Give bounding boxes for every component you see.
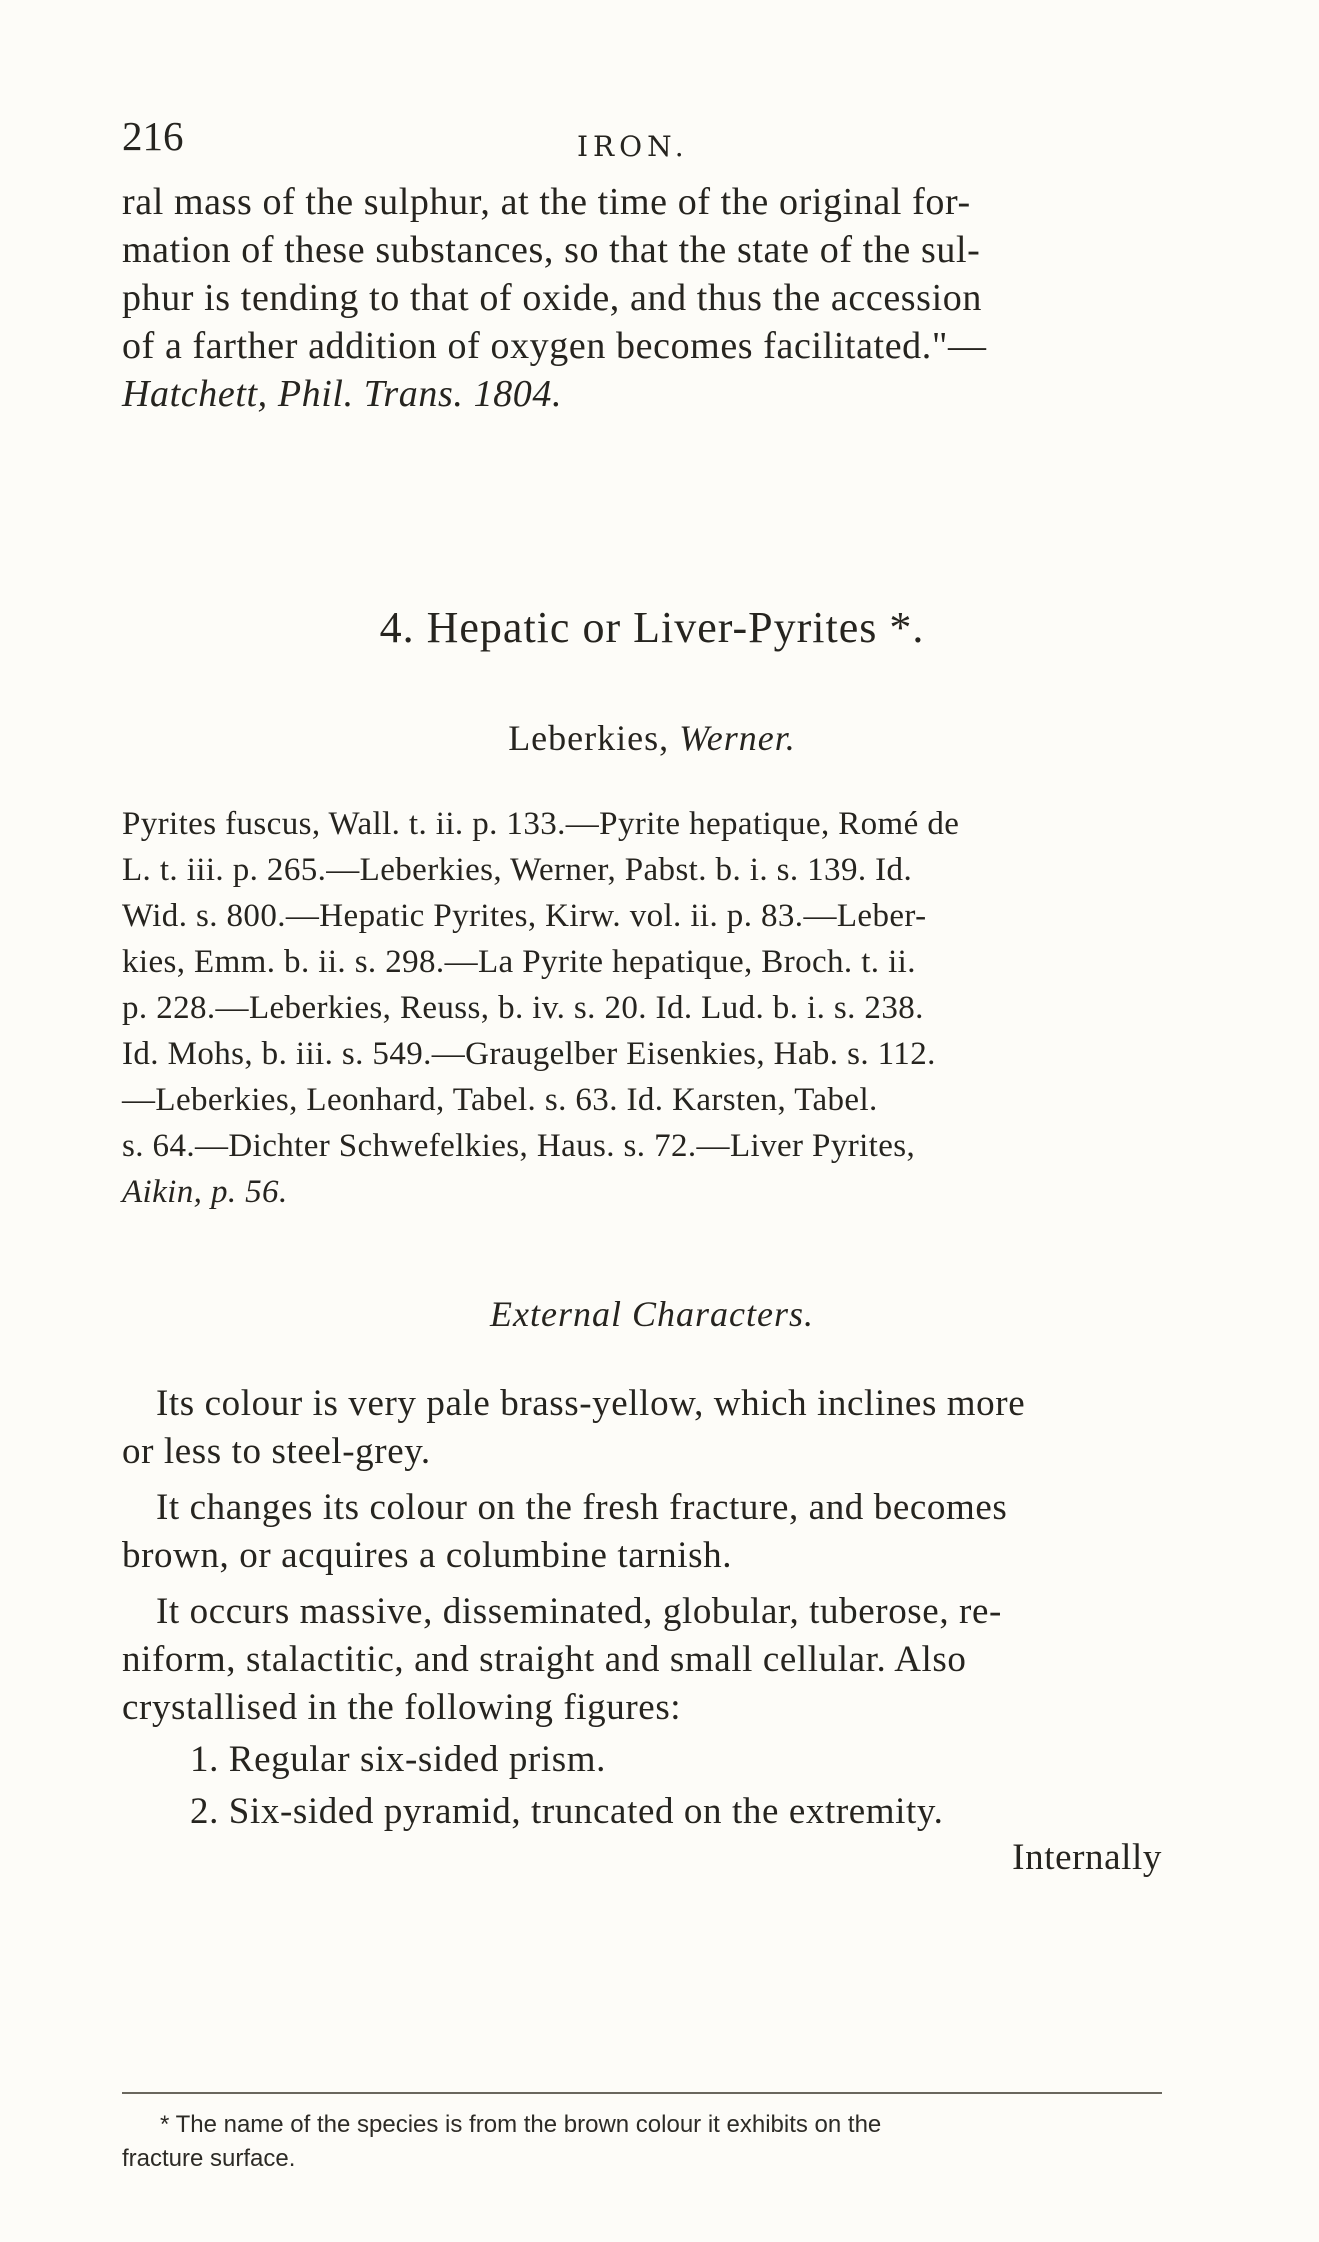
text-line: phur is tending to that of oxide, and thus the accession <box>122 277 982 319</box>
text-line: mation of these substances, so that the state of the sul- <box>122 229 981 271</box>
text-line: ral mass of the sulphur, at the time of the original for- <box>122 181 971 223</box>
synonymy-line: Id. Mohs, b. iii. s. 549.—Graugelber Eisenkies, Hab. s. 112. <box>122 1036 936 1072</box>
text-line: Its colour is very pale brass-yellow, which inclines more <box>156 1383 1026 1424</box>
list-item: 2. Six-sided pyramid, truncated on the extremity. <box>190 1791 944 1832</box>
text-line: brown, or acquires a columbine tarnish. <box>122 1535 733 1576</box>
synonymy-line: Pyrites fuscus, Wall. t. ii. p. 133.—Pyrite hepatique, Romé de <box>122 806 960 842</box>
text-line: It occurs massive, disseminated, globular, tuberose, re- <box>156 1591 1002 1632</box>
footnote-rule <box>122 2092 1162 2094</box>
synonymy-line: Aikin, p. 56. <box>122 1174 288 1210</box>
running-head: IRON. <box>577 130 689 163</box>
synonymy-line: —Leberkies, Leonhard, Tabel. s. 63. Id. Karsten, Tabel. <box>122 1082 878 1118</box>
subheading-name: Leberkies, <box>508 718 670 758</box>
synonymy-line: L. t. iii. p. 265.—Leberkies, Werner, Pabst. b. i. s. 139. Id. <box>122 852 913 888</box>
species-subheading <box>122 714 1182 762</box>
text-line: It changes its colour on the fresh fracture, and becomes <box>156 1487 1008 1528</box>
synonymy-line: kies, Emm. b. ii. s. 298.—La Pyrite hepatique, Broch. t. ii. <box>122 944 916 980</box>
section-heading: 4. Hepatic or Liver-Pyrites *. <box>379 603 925 652</box>
list-item: 1. Regular six-sided prism. <box>190 1739 606 1780</box>
subheading-author: Werner. <box>679 718 796 758</box>
text-line: of a farther addition of oxygen becomes facilitated."— <box>122 325 987 367</box>
text-line: Hatchett, Phil. Trans. 1804. <box>122 373 563 415</box>
footnote-line: fracture surface. <box>122 2145 296 2172</box>
synonymy-line: Wid. s. 800.—Hepatic Pyrites, Kirw. vol. ii. p. 83.—Leber- <box>122 898 927 934</box>
synonymy-line: p. 228.—Leberkies, Reuss, b. iv. s. 20. Id. Lud. b. i. s. 238. <box>122 990 924 1026</box>
catchword: Internally <box>1012 1837 1162 1878</box>
text-line: crystallised in the following figures: <box>122 1687 682 1728</box>
footnote-line: * The name of the species is from the brown colour it exhibits on the <box>160 2111 882 2138</box>
text-line: or less to steel-grey. <box>122 1431 431 1472</box>
external-characters-heading: External Characters. <box>490 1294 814 1334</box>
page-header <box>122 112 1169 162</box>
synonymy-line: s. 64.—Dichter Schwefelkies, Haus. s. 72.—Liver Pyrites, <box>122 1128 916 1164</box>
text-line: niform, stalactitic, and straight and small cellular. Also <box>122 1639 967 1680</box>
page-number: 216 <box>122 113 184 159</box>
